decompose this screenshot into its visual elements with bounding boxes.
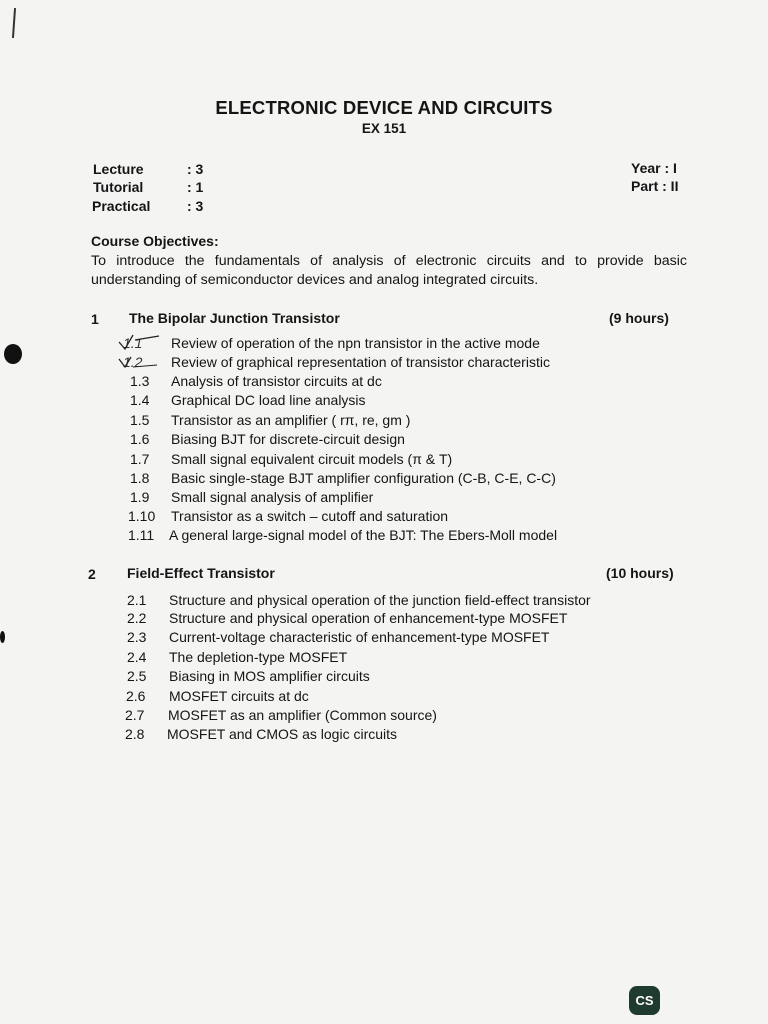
section-title: The Bipolar Junction Transistor: [129, 310, 340, 326]
scan-edge-mark: [12, 8, 16, 38]
list-item-number: 2.3: [127, 629, 147, 645]
list-item-text: MOSFET circuits at dc: [169, 688, 309, 704]
list-item-number: 1.7: [130, 451, 150, 467]
check-mark-icon: [117, 351, 163, 373]
list-item-number: 1.11: [128, 527, 155, 543]
list-item-text: Review of operation of the npn transistor in the active mode: [171, 335, 540, 351]
list-item-text: Biasing in MOS amplifier circuits: [169, 668, 370, 684]
objectives-text: To introduce the fundamentals of analysis of electronic circuits and to provide basic understanding of semiconductor devices and analog integrated circuits.: [91, 253, 687, 288]
list-item-number: 1.4: [130, 392, 150, 408]
punch-hole-mark: [4, 344, 22, 364]
list-item-number: 2.7: [125, 707, 145, 723]
list-item-number: 1.3: [130, 373, 150, 389]
list-item-text: MOSFET as an amplifier (Common source): [168, 707, 437, 723]
list-item-text: Current-voltage characteristic of enhancement-type MOSFET: [169, 629, 550, 645]
section-hours: (9 hours): [609, 310, 669, 326]
section-number: 2: [88, 566, 96, 582]
section-hours: (10 hours): [606, 565, 674, 581]
year-value: Year : I: [631, 160, 677, 176]
course-code: EX 151: [361, 121, 407, 136]
list-item-text: The depletion-type MOSFET: [169, 649, 348, 665]
list-item-number: 2.4: [127, 649, 147, 665]
list-item-text: Small signal analysis of amplifier: [171, 489, 374, 505]
page-title: ELECTRONIC DEVICE AND CIRCUITS: [215, 97, 553, 118]
list-item-number-ticked: 1.1: [123, 335, 142, 351]
list-item-text: Biasing BJT for discrete-circuit design: [171, 431, 405, 447]
objectives-heading: Course Objectives:: [91, 233, 219, 249]
list-item-number: 2.6: [126, 688, 146, 704]
list-item-text: Graphical DC load line analysis: [171, 392, 366, 408]
list-item-text: Structure and physical operation of enhancement-type MOSFET: [169, 610, 568, 626]
list-item-number: 2.1: [127, 592, 147, 608]
list-item-number: 1.9: [130, 489, 150, 505]
list-item-number: 2.8: [125, 726, 145, 742]
list-item-number-ticked: 1.2: [123, 354, 142, 370]
punch-hole-mark-small: [0, 631, 5, 643]
part-value: Part : II: [631, 178, 679, 194]
list-item-text: Transistor as an amplifier ( rπ, re, gm ): [171, 412, 411, 428]
practical-label: Practical: [92, 198, 151, 214]
list-item-number: 2.5: [127, 668, 147, 684]
lecture-label: Lecture: [93, 161, 144, 177]
list-item-number: 1.10: [128, 508, 156, 524]
list-item-number: 1.8: [130, 470, 150, 486]
tutorial-value: : 1: [187, 179, 204, 195]
list-item-text: Transistor as a switch – cutoff and saturation: [171, 508, 449, 524]
tutorial-label: Tutorial: [93, 179, 144, 195]
lecture-value: : 3: [187, 161, 204, 177]
camscanner-logo: CS: [629, 986, 660, 1015]
list-item-text: Small signal equivalent circuit models (π & T): [171, 451, 453, 467]
list-item-text: Review of graphical representation of transistor characteristic: [171, 354, 550, 370]
list-item-number: 2.2: [127, 610, 147, 626]
practical-value: : 3: [187, 198, 204, 214]
list-item-text: A general large-signal model of the BJT: The Ebers-Moll model: [169, 527, 558, 543]
section-number: 1: [91, 311, 99, 327]
list-item-text: Basic single-stage BJT amplifier configuration (C-B, C-E, C-C): [171, 470, 556, 486]
list-item-text: MOSFET and CMOS as logic circuits: [167, 726, 398, 742]
list-item-text: Structure and physical operation of the junction field-effect transistor: [169, 592, 591, 608]
section-title: Field-Effect Transistor: [127, 565, 275, 581]
list-item-number: 1.6: [130, 431, 150, 447]
list-item-text: Analysis of transistor circuits at dc: [171, 373, 382, 389]
list-item-number: 1.5: [130, 412, 150, 428]
